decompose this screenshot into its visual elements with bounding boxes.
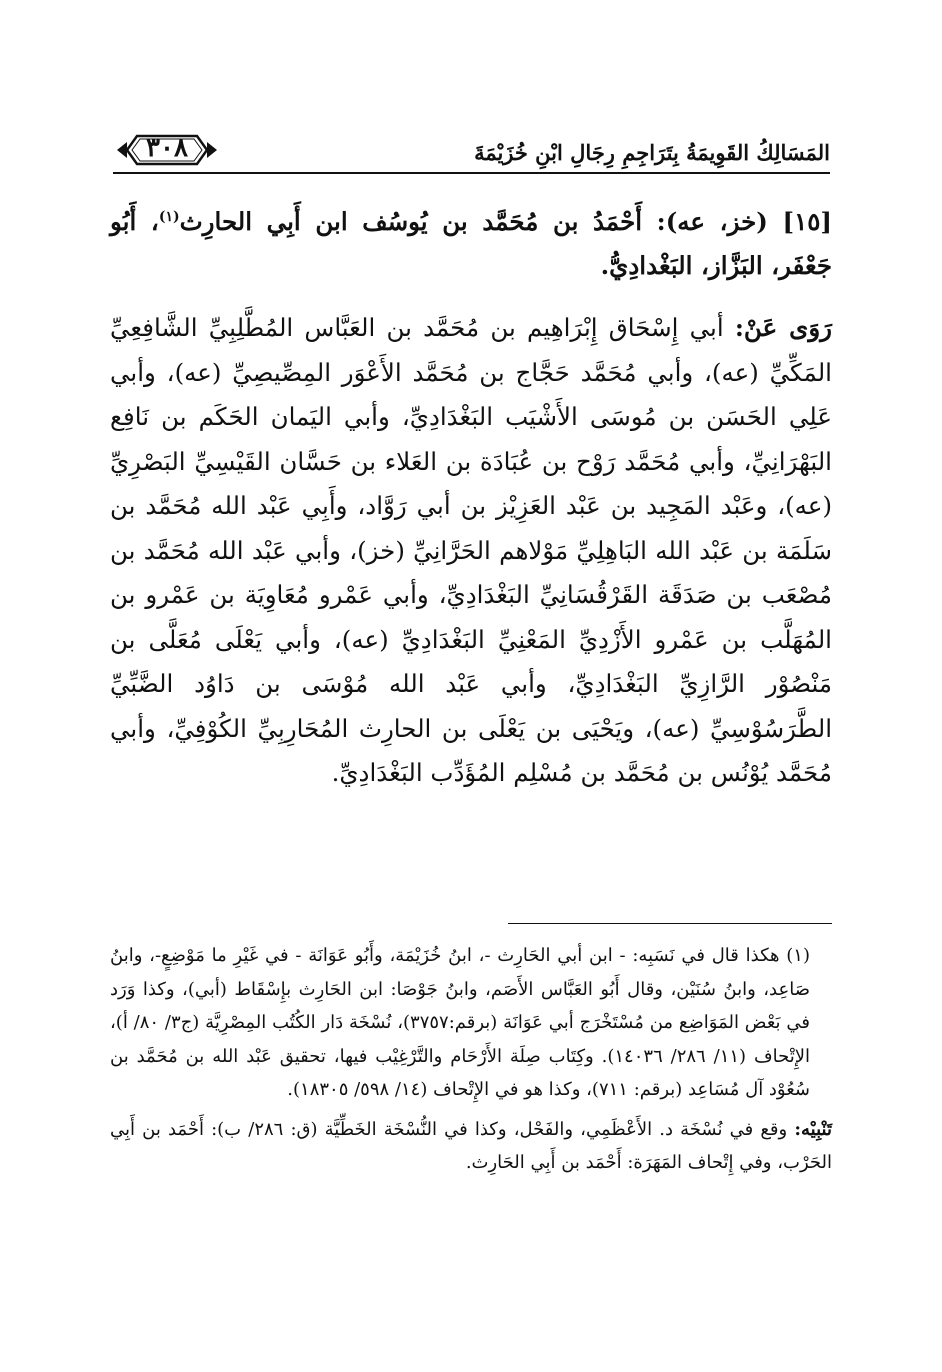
narrators-paragraph [110,306,832,796]
footnote-separator [508,923,832,924]
footnote-1: (١) هكذا قال في نَسَبِه: - ابن أبي الحَارِث -، ابنُ خُزَيْمَة، وأَبُو عَوَانَة - في غَيْرِ ما مَوْضِعٍ-، وابنُ صَاعِد، وابنُ سُنَيْن، وقال أَبُو العَبَّاس الأَصَم، وابنُ جَوْصَا: ابن الحَارِث بإِسْقَاط (أبي)، وكذا وَرَد في بَعْض المَوَاضِع من مُسْتَخْرَج أبي عَوَانَة (برقم:٣٧٥٧)، نُسْخَة دَار الكُتُب المِصْرِيَّة (ج٣/ ٨٠/ أ)، الإِتْحاف (١١/ ٢٨٦/ ١٤٠٣٦). وكِتَاب صِلَة الأَرْحَام والتَّرْغِيْب فيها، تحقيق عَبْد الله بن مُحَمَّد بن سُعُوْد آل مُسَاعِد (برقم: ٧١١)، وكذا هو في الإِتْحاف (١٤/ ٥٩٨/ ١٨٣٠٥). [110,945,810,1100]
footnotes [110,939,832,1180]
tanbih-label: تَنْبِيْه: [794,1118,832,1140]
tanbih-note [110,1113,832,1180]
page-header [113,132,830,174]
footnote-ref[interactable]: (١) [158,208,180,225]
entry-heading [110,200,832,288]
page-number-badge [113,130,221,170]
main-text [110,200,832,796]
narrators-list: أبي إِسْحَاق إِبْرَاهِيم بن مُحَمَّد بن العَبَّاس المُطَّلِبِيِّ الشَّافِعِيِّ المَكِّيِّ (عه)، وأبي مُحَمَّد حَجَّاج بن مُحَمَّد الأَعْوَر المِصِّيصِيِّ (عه)، وأبي عَلِي الحَسَن بن مُوسَى الأَشْيَب البَغْدَادِيِّ، وأبي اليَمان الحَكَم بن نَافِع البَهْرَانِيِّ، وأبي مُحَمَّد رَوْح بن عُبَادَة بن العَلاء بن حَسَّان القَيْسِيِّ البَصْرِيِّ (عه)، وعَبْد المَجِيد بن عَبْد العَزِيْز بن أبي رَوَّاد، وأَبِي عَبْد الله مُحَمَّد بن سَلَمَة بن عَبْد الله البَاهِلِيِّ مَوْلاهم الحَرَّانِيِّ (خز)، وأبي عَبْد الله مُحَمَّد بن مُصْعَب بن صَدَقَة القَرْقُسَانِيِّ البَغْدَادِيِّ، وأبي عَمْرو مُعَاوِيَة بن عَمْرو بن المُهَلَّب بن عَمْرو الأَزْدِيِّ المَعْنِيِّ البَغْدَادِيِّ (عه)، وأبي يَعْلَى مُعَلَّى بن مَنْصُوْر الرَّازِيِّ البَغْدَادِيِّ، وأبي عَبْد الله مُوْسَى بن دَاوُد الضَّبِّيِّ الطَّرَسُوْسِيِّ (عه)، ويَحْيَى بن يَعْلَى بن الحارِث المُحَارِبِيِّ الكُوْفِيِّ، وأبي مُحَمَّد يُوْنُس بن مُحَمَّد بن مُسْلِم المُؤَدِّب البَغْدَادِيِّ. [110,313,832,787]
entry-heading-text: (خز، عه): أَحْمَدُ بن مُحَمَّد بن يُوسُف ابن أَبِي الحارِث [179,207,768,236]
page-number: ٣٠٨ [146,133,188,163]
entry-heading-tail: ، أَبُو جَعْفَر، البَزَّاز، البَغْدادِيُّ. [110,207,832,280]
running-title: المَسَالِكُ القَوِيمَةُ بِتَرَاجِمِ رِجَالِ ابْنِ خُزَيْمَةَ [474,140,830,165]
rawa-label: رَوَى عَنْ: [734,313,832,342]
tanbih-text: وقع في نُسْخَة د. الأَعْظَمِي، والفَحْل، وكذا في النُّسْخَة الخَطِّيَّة (ق: ٢٨٦/ ب): أَحْمَد بن أَبِي الحَرْب، وفي إِتْحاف المَهَرَة: أَحْمَد بن أَبِي الحَارِث. [110,1118,832,1173]
header-rule [113,172,830,174]
entry-number: [١٥] [782,207,832,236]
